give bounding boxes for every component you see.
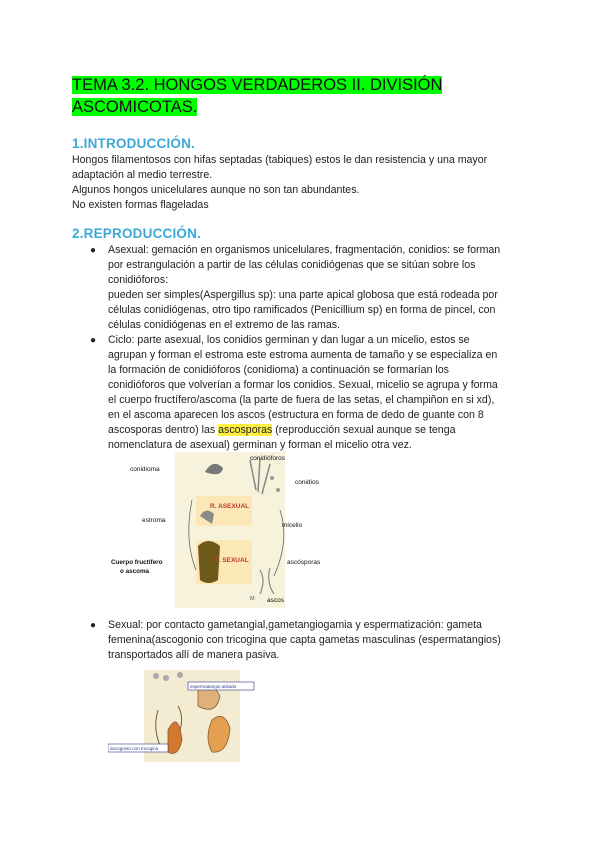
label-ascos: ascos: [267, 597, 284, 604]
gametangia-figure: [108, 670, 278, 762]
text-line: nomenclatura de asexual) germinan y forman el micelio otra vez.: [108, 439, 412, 451]
label-ascosporas: ascósporas: [287, 559, 321, 566]
label-conidioma: conidioma: [130, 466, 160, 473]
text-line: agrupan y forman el estroma este estroma aumenta de tamaño y se especializa en: [108, 349, 498, 361]
bullet: ●: [90, 620, 97, 631]
figure-background: [175, 452, 285, 608]
intro-line: Hongos filamentosos con hifas septadas (tabiques) estos le dan resistencia y una mayor: [72, 154, 488, 166]
bullet: ●: [90, 245, 97, 256]
intro-line: No existen formas flageladas: [72, 199, 209, 211]
text-line: células conidiógenas en el extremo de las ramas.: [108, 319, 341, 331]
text-run: (reproducción sexual aunque se tenga: [272, 424, 456, 436]
label-r-sexual: R. SEXUAL: [214, 557, 249, 564]
asexual-zone: [196, 496, 252, 526]
label-micelio: micelio: [282, 522, 303, 529]
text-line: la formación de conidióforos (conidioma) a continuación se formarían los: [108, 364, 449, 376]
text-line: células conidiógenas, otro tipo ramificados (Penicillium sp) en forma de pincel, con: [108, 304, 496, 316]
heading-introduccion: 1.INTRODUCCIÓN.: [72, 136, 196, 151]
text-line: femenina(ascogonio con tricogina que capta gametas masculinas (espermatangios): [108, 634, 501, 646]
title-text: TEMA 3.2. HONGOS VERDADEROS II. DIVISIÓN ASCOMICOTAS.: [72, 76, 443, 116]
text-line: Ciclo: parte asexual, los conidios germinan y dan lugar a un micelio, estos se: [108, 334, 470, 346]
label-cuerpo-fructifero: Cuerpo fructífero: [111, 559, 163, 566]
text-line: conidióforos:: [108, 274, 169, 286]
intro-line: adaptación al medio terrestre.: [72, 169, 213, 181]
text-line: en el ascoma aparecen los ascos (estructura en forma de dedo de guante con 8: [108, 409, 484, 421]
bullet: ●: [90, 335, 97, 346]
label-conidioforos: conidióforos: [250, 455, 286, 462]
heading-reproduccion: 2.REPRODUCCIÓN.: [72, 226, 202, 241]
text-line: por estrangulación a partir de las células conidiógenas que se sitúan sobre los: [108, 259, 476, 271]
label-espermatangio: espermatangio aislado: [190, 684, 237, 689]
life-cycle-figure: [110, 450, 350, 610]
conidio-dot: [276, 488, 280, 492]
page-title: [72, 74, 492, 118]
text-line: el cuerpo fructífero/ascoma (la parte de fuera de las setas, el champiñon en si xd),: [108, 394, 495, 406]
label-r-asexual: R. ASEXUAL: [210, 503, 250, 510]
text-run: ascosporas dentro) las: [108, 424, 219, 436]
highlighted-word: ascosporas: [218, 424, 273, 436]
text-line: transportados allí de manera pasiva.: [108, 649, 280, 661]
label-m: M: [250, 596, 255, 602]
conidio-dot: [270, 476, 274, 480]
label-o-ascoma: o ascoma: [120, 568, 150, 575]
text-line: Sexual: por contacto gametangial,gametangiogamia y espermatización: gameta: [108, 619, 482, 631]
label-ascogonio: ascogonio con tricogina: [110, 746, 159, 751]
text-line: conidióforos que volverían a formar los conidios. Sexual, micelio se agrupa y forma: [108, 379, 498, 391]
intro-line: Algunos hongos unicelulares aunque no son tan abundantes.: [72, 184, 360, 196]
label-conidios: conidios: [295, 479, 319, 486]
text-line: pueden ser simples(Aspergillus sp): una parte apical globosa que está rodeada por: [108, 289, 498, 301]
text-line: [108, 423, 528, 438]
text-line: Asexual: gemación en organismos unicelulares, fragmentación, conidios: se forman: [108, 244, 501, 256]
label-estroma: estroma: [142, 517, 166, 524]
